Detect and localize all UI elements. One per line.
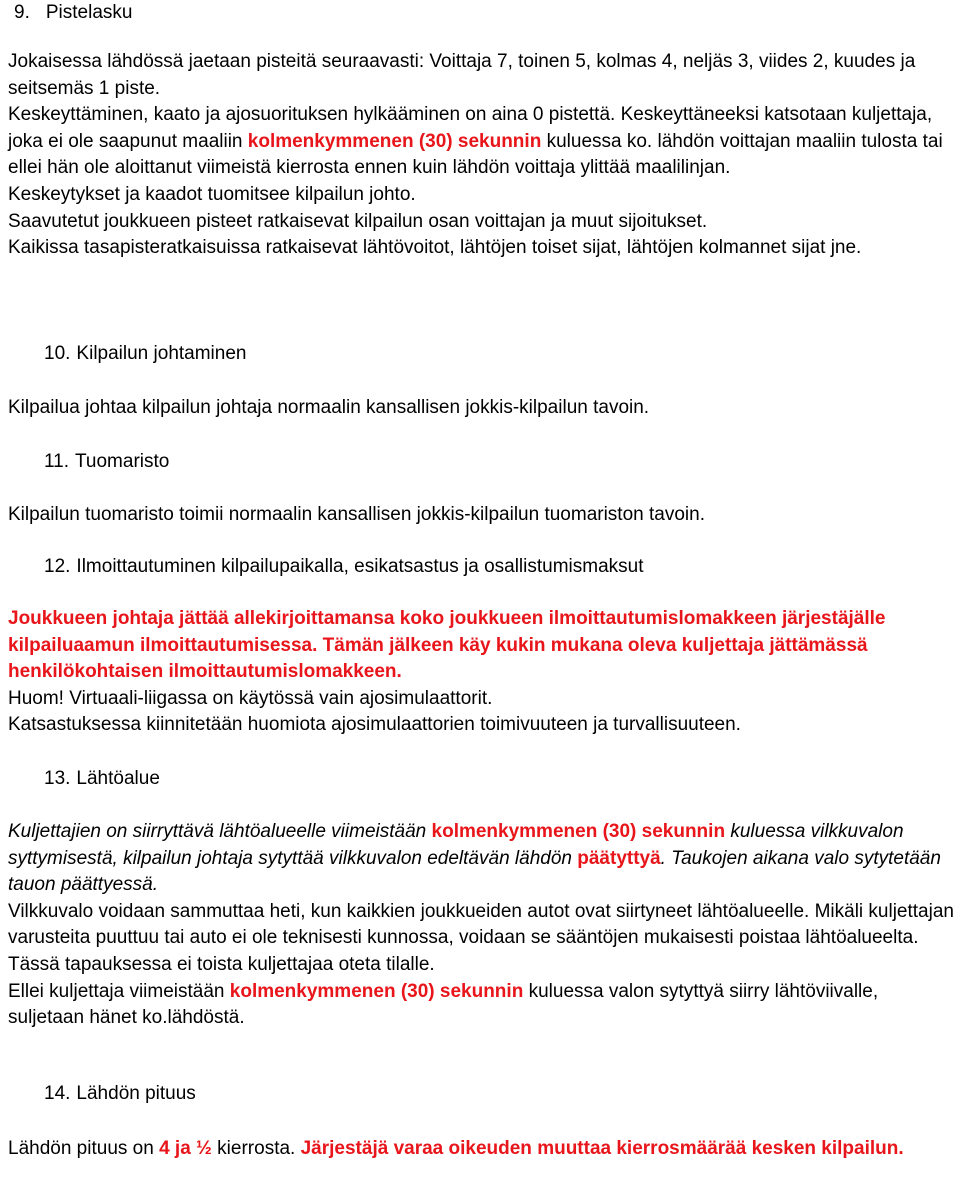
section-14-heading <box>44 1083 196 1105</box>
paragraph: Kaikissa tasapisteratkaisuissa ratkaisevat lähtövoitot, lähtöjen toiset sijat, lähtöjen kolmannet sijat jne. <box>8 237 862 259</box>
highlighted-text: kolmenkymmenen (30) sekunnin <box>431 821 726 842</box>
section-12-heading <box>44 556 644 578</box>
highlighted-text: 4 ja ½ <box>159 1138 212 1159</box>
paragraph: Keskeytykset ja kaadot tuomitsee kilpailun johto. <box>8 183 416 205</box>
section-number: 11. <box>44 451 70 472</box>
highlighted-text: Järjestäjä varaa oikeuden muuttaa kierrosmäärää kesken kilpailun. <box>300 1138 904 1159</box>
paragraph <box>8 1136 956 1163</box>
section-number: 12. <box>44 556 71 577</box>
section-title: Pistelasku <box>45 2 133 23</box>
text-run: Ellei kuljettaja viimeistään <box>8 980 230 1002</box>
paragraph: Saavutetut joukkueen pisteet ratkaisevat kilpailun osan voittajan ja muut sijoitukset. <box>8 210 708 232</box>
text-run: Kuljettajien on siirryttävä lähtöalueelle viimeistään <box>8 821 432 842</box>
section-title: Lähtöalue <box>76 768 160 789</box>
section-title: Ilmoittautuminen kilpailupaikalla, esikatsastus ja osallistumismaksut <box>76 556 644 577</box>
section-10-body <box>8 395 956 422</box>
section-10-heading <box>44 343 246 365</box>
text-run: kierrosta. <box>211 1138 301 1159</box>
section-13-heading <box>44 768 160 790</box>
section-14-body <box>8 1136 956 1163</box>
paragraph <box>8 979 956 1032</box>
highlighted-text: päätyttyä <box>577 847 661 869</box>
highlighted-paragraph: Joukkueen johtaja jättää allekirjoittamansa koko joukkueen ilmoittautumislomakkeen järjestäjälle kilpailuaamun ilmoittautumisessa. Tämän jälkeen käy kukin mukana oleva kuljettaja jättämässä henkilökohtaisen ilmoittautumislomakkeen. <box>8 608 886 683</box>
paragraph: Vilkkuvalo voidaan sammuttaa heti, kun kaikkien joukkueiden autot ovat siirtyneet lähtöalueelle. Mikäli kuljettajan varusteita puuttuu tai auto ei ole teknisesti kunnossa, voidaan se sääntöjen mukaisesti poistaa lähtöalueelta. Tässä tapauksessa ei toista kuljettajaa oteta tilalle. <box>8 900 954 975</box>
highlighted-text: kolmenkymmenen (30) sekunnin <box>229 980 524 1002</box>
section-title: Lähdön pituus <box>76 1083 196 1104</box>
section-11-body <box>8 502 956 529</box>
section-title: Tuomaristo <box>75 451 170 472</box>
section-13-body <box>8 819 956 1032</box>
paragraph: Jokaisessa lähdössä jaetaan pisteitä seuraavasti: Voittaja 7, toinen 5, kolmas 4, neljäs 3, viides 2, kuudes ja seitsemäs 1 piste. <box>8 51 916 99</box>
text-run: Lähdön pituus on <box>8 1138 160 1159</box>
paragraph <box>8 102 956 182</box>
section-number: 10. <box>44 343 71 364</box>
section-number: 13. <box>44 768 71 789</box>
section-11-heading <box>44 451 169 473</box>
paragraph: Kilpailun tuomaristo toimii normaalin kansallisen jokkis-kilpailun tuomariston tavoin. <box>8 504 705 525</box>
section-9-body <box>8 49 956 262</box>
text-run: Keskeyttäminen, kaato ja ajosuorituksen hylkääminen on aina 0 pistettä. Keskeyttäneeksi katsotaan kuljettaja, joka ei ole saapunut maaliin <box>8 104 933 152</box>
highlighted-text: kolmenkymmenen (30) sekunnin <box>247 130 542 152</box>
paragraph: Katsastuksessa kiinnitetään huomiota ajosimulaattorien toimivuuteen ja turvallisuuteen. <box>8 714 741 736</box>
text-run: kuluessa valon sytyttyä siirry lähtöviivalle, suljetaan hänet ko.lähdöstä. <box>8 980 879 1029</box>
section-number: 14. <box>44 1083 71 1104</box>
section-number: 9. <box>14 2 30 23</box>
section-9-heading <box>14 2 132 24</box>
text-run: kuluessa vilkkuvalon syttymisestä, kilpailun johtaja sytyttää vilkkuvalon edeltävän lähdön <box>8 821 904 869</box>
section-title: Kilpailun johtaminen <box>76 343 247 364</box>
text-run: kuluessa ko. lähdön voittajan maaliin tulosta tai ellei hän ole aloittanut viimeistä kierrosta ennen kuin lähdön voittaja ylittää maalilinjan. <box>8 130 943 179</box>
paragraph <box>8 819 956 899</box>
text-run: . Taukojen aikana valo sytytetään tauon päättyessä. <box>8 847 941 896</box>
section-12-body <box>8 606 956 739</box>
paragraph: Kilpailua johtaa kilpailun johtaja normaalin kansallisen jokkis-kilpailun tavoin. <box>8 397 650 418</box>
paragraph: Huom! Virtuaali-liigassa on käytössä vain ajosimulaattorit. <box>8 687 493 709</box>
